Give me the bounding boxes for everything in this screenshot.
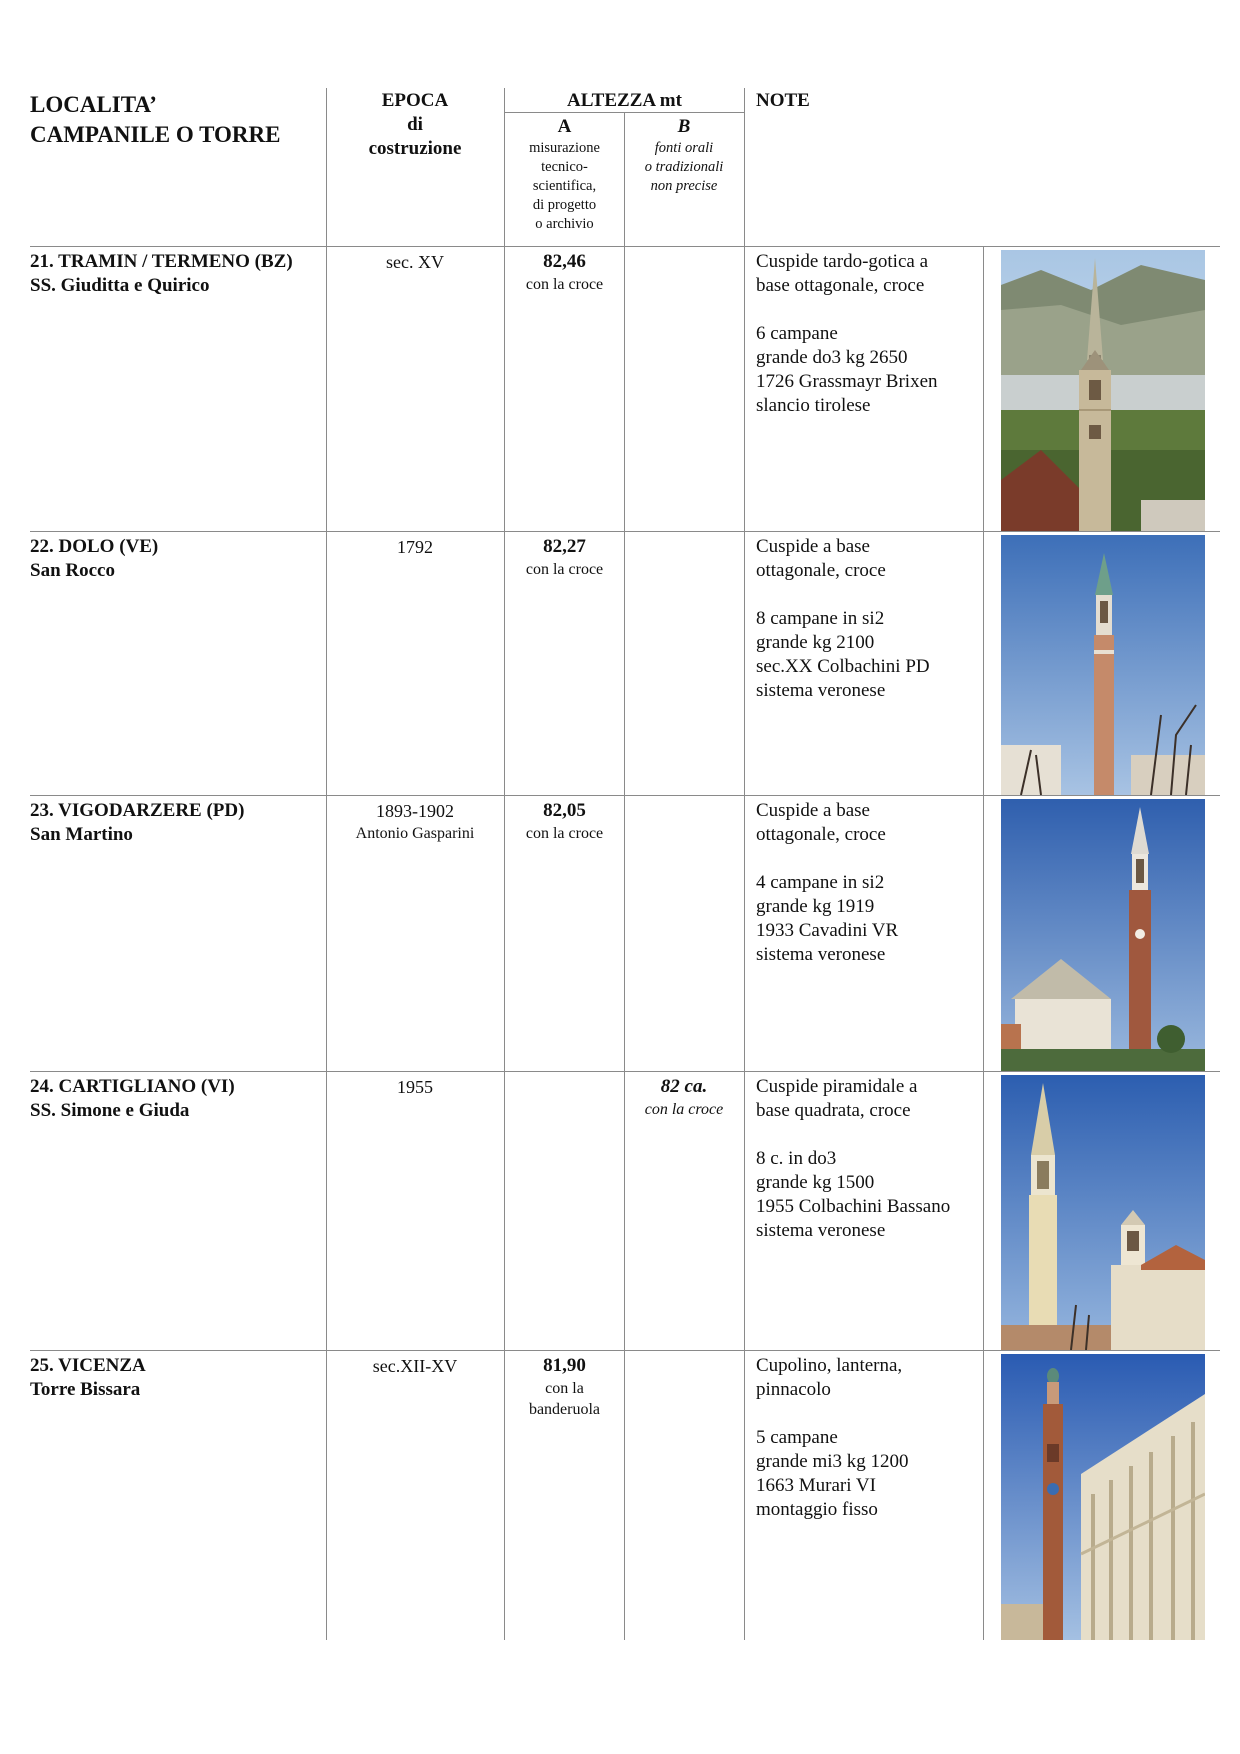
location-name: 21. TRAMIN / TERMENO (BZ) bbox=[30, 251, 293, 272]
header-col-a-desc-0: misurazione bbox=[529, 140, 600, 156]
bell-line: sistema veronese bbox=[756, 944, 886, 965]
location-name: 23. VIGODARZERE (PD) bbox=[30, 800, 245, 821]
bell-line: grande do3 kg 2650 bbox=[756, 347, 908, 368]
header-col-b-letter: B bbox=[677, 116, 691, 137]
bell-line: grande mi3 kg 1200 bbox=[756, 1451, 909, 1472]
epoca-cell bbox=[327, 250, 503, 274]
header-col-a bbox=[505, 115, 624, 234]
epoca-value: sec. XV bbox=[386, 252, 444, 272]
row-divider bbox=[30, 1350, 1220, 1351]
epoca-value: 1792 bbox=[397, 537, 433, 557]
epoca-cell bbox=[327, 535, 503, 559]
height-a-cell bbox=[505, 1354, 624, 1420]
bell-line: montaggio fisso bbox=[756, 1499, 878, 1520]
location-cell bbox=[30, 799, 325, 847]
header-col-a-desc-3: di progetto bbox=[532, 197, 597, 213]
height-b-note: con la croce bbox=[644, 1101, 724, 1118]
epoca-value: sec.XII-XV bbox=[372, 1356, 458, 1376]
bell-line: sistema veronese bbox=[756, 680, 886, 701]
header-epoca-line2: di bbox=[407, 114, 423, 135]
epoca-cell bbox=[327, 799, 503, 845]
bell-line: 1933 Cavadini VR bbox=[756, 920, 899, 941]
note-line: Cupolino, lanterna, bbox=[756, 1355, 903, 1376]
epoca-architect: Antonio Gasparini bbox=[355, 825, 475, 842]
header-epoca-line1: EPOCA bbox=[381, 90, 449, 111]
row-divider bbox=[30, 795, 1220, 796]
header-location-line2: CAMPANILE O TORRE bbox=[30, 122, 281, 147]
church-name: SS. Giuditta e Quirico bbox=[30, 275, 210, 296]
note-line: Cuspide piramidale a bbox=[756, 1076, 918, 1097]
table-row bbox=[0, 1075, 1240, 1350]
note-line: base quadrata, croce bbox=[756, 1100, 911, 1121]
location-name: 22. DOLO (VE) bbox=[30, 536, 159, 557]
note-cell bbox=[756, 1354, 981, 1522]
location-cell bbox=[30, 250, 325, 298]
header-col-b-desc-2: non precise bbox=[650, 178, 718, 194]
height-a-value: 82,46 bbox=[543, 251, 586, 272]
note-line: Cuspide a base bbox=[756, 800, 870, 821]
height-a-value: 81,90 bbox=[543, 1355, 586, 1376]
table-row bbox=[0, 250, 1240, 531]
tower-photo-cartigliano bbox=[1001, 1075, 1205, 1350]
header-epoca-line3: costruzione bbox=[368, 138, 462, 159]
epoca-value: 1955 bbox=[397, 1077, 433, 1097]
location-cell bbox=[30, 1354, 325, 1402]
note-line: ottagonale, croce bbox=[756, 560, 886, 581]
note-line: pinnacolo bbox=[756, 1379, 831, 1400]
note-cell bbox=[756, 799, 981, 967]
header-location bbox=[30, 90, 280, 150]
table-row bbox=[0, 1354, 1240, 1640]
row-divider bbox=[30, 531, 1220, 532]
tower-photo-vicenza bbox=[1001, 1354, 1205, 1640]
note-line: Cuspide a base bbox=[756, 536, 870, 557]
height-b-cell bbox=[625, 1075, 743, 1120]
bell-line: 1663 Murari VI bbox=[756, 1475, 876, 1496]
note-cell bbox=[756, 535, 981, 703]
bell-line: 8 c. in do3 bbox=[756, 1148, 837, 1169]
bell-line: 8 campane in si2 bbox=[756, 608, 885, 629]
epoca-cell bbox=[327, 1354, 503, 1378]
header-location-line1: LOCALITA’ bbox=[30, 92, 157, 117]
height-a-note: con la croce bbox=[525, 276, 604, 293]
note-line: ottagonale, croce bbox=[756, 824, 886, 845]
height-a-cell bbox=[505, 250, 624, 295]
location-name: 24. CARTIGLIANO (VI) bbox=[30, 1076, 235, 1097]
note-line: Cuspide tardo-gotica a bbox=[756, 251, 929, 272]
bell-line: sec.XX Colbachini PD bbox=[756, 656, 930, 677]
location-cell bbox=[30, 1075, 325, 1123]
bell-line: 6 campane bbox=[756, 323, 838, 344]
bell-line: grande kg 1500 bbox=[756, 1172, 875, 1193]
bell-line: 1955 Colbachini Bassano bbox=[756, 1196, 951, 1217]
bell-line: sistema veronese bbox=[756, 1220, 886, 1241]
header-note: NOTE bbox=[756, 90, 810, 111]
header-col-b-desc-1: o tradizionali bbox=[644, 159, 724, 175]
church-name: San Rocco bbox=[30, 560, 115, 581]
location-cell bbox=[30, 535, 325, 583]
tower-photo-tramin bbox=[1001, 250, 1205, 531]
header-epoca bbox=[327, 89, 503, 161]
height-a-value: 82,27 bbox=[543, 536, 586, 557]
header-col-a-desc-4: o archivio bbox=[535, 216, 594, 232]
header-col-b-desc-0: fonti orali bbox=[654, 140, 714, 156]
note-line: base ottagonale, croce bbox=[756, 275, 925, 296]
bell-line: 1726 Grassmayr Brixen bbox=[756, 371, 938, 392]
note-cell bbox=[756, 250, 981, 418]
header-altezza: ALTEZZA mt bbox=[567, 90, 682, 111]
church-name: SS. Simone e Giuda bbox=[30, 1100, 190, 1121]
height-a-cell bbox=[505, 799, 624, 844]
grid-line bbox=[505, 112, 744, 113]
table-row bbox=[0, 535, 1240, 795]
height-a-note: con la croce bbox=[525, 561, 604, 578]
row-divider bbox=[30, 1071, 1220, 1072]
height-b-value: 82 ca. bbox=[660, 1076, 708, 1097]
table-row bbox=[0, 799, 1240, 1071]
bell-line: grande kg 1919 bbox=[756, 896, 875, 917]
header-col-a-desc-2: scientifica, bbox=[532, 178, 597, 194]
header-col-a-desc-1: tecnico- bbox=[541, 159, 588, 175]
bell-line: 4 campane in si2 bbox=[756, 872, 885, 893]
header-col-a-letter: A bbox=[557, 116, 572, 137]
tower-photo-vigodarzere bbox=[1001, 799, 1205, 1071]
bell-line: grande kg 2100 bbox=[756, 632, 875, 653]
epoca-cell bbox=[327, 1075, 503, 1099]
header-col-b bbox=[625, 115, 743, 196]
tower-photo-dolo bbox=[1001, 535, 1205, 795]
bell-line: slancio tirolese bbox=[756, 395, 871, 416]
height-a-note: con la banderuola bbox=[528, 1380, 601, 1418]
church-name: San Martino bbox=[30, 824, 133, 845]
note-cell bbox=[756, 1075, 981, 1243]
height-a-note: con la croce bbox=[525, 825, 604, 842]
height-a-value: 82,05 bbox=[543, 800, 586, 821]
bell-line: 5 campane bbox=[756, 1427, 838, 1448]
epoca-value: 1893-1902 bbox=[376, 801, 454, 821]
height-a-cell bbox=[505, 535, 624, 580]
location-name: 25. VICENZA bbox=[30, 1355, 146, 1376]
row-divider bbox=[30, 246, 1220, 247]
church-name: Torre Bissara bbox=[30, 1379, 141, 1400]
